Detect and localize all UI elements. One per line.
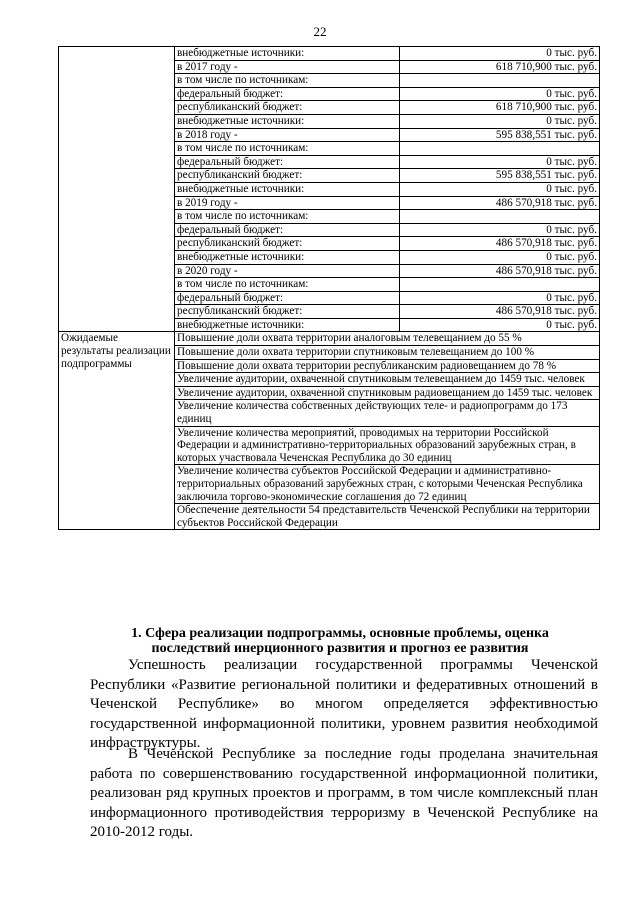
funding-label: федеральный бюджет: (175, 223, 400, 237)
expected-result: Увеличение количества субъектов Российской Федерации и административно-территориальных образований зарубежных стран, с которыми Чеченская Республика заключила торгово-экономические соглашения до 72 единиц (175, 465, 600, 504)
funding-label: внебюджетные источники: (175, 318, 400, 332)
funding-table (58, 46, 600, 530)
expected-result: Увеличение количества мероприятий, проводимых на территории Российской Федерации и административно-территориальных образований зарубежных стран, в которых участвовала Чеченская Республика до 30 единиц (175, 426, 600, 465)
funding-label: федеральный бюджет: (175, 291, 400, 305)
expected-result: Обеспечение деятельности 54 представительств Чеченской Республики на территории субъектов Российской Федерации (175, 504, 600, 530)
funding-label: внебюджетные источники: (175, 114, 400, 128)
funding-amount: 0 тыс. руб. (400, 47, 600, 61)
page-number: 22 (313, 24, 327, 39)
funding-amount: 0 тыс. руб. (400, 87, 600, 101)
funding-amount: 618 710,900 тыс. руб. (400, 60, 600, 74)
funding-label: в том числе по источникам: (175, 278, 400, 292)
funding-amount: 486 570,918 тыс. руб. (400, 264, 600, 278)
left-empty-cell (59, 47, 175, 332)
funding-amount: 486 570,918 тыс. руб. (400, 196, 600, 210)
section-heading: 1. Сфера реализации подпрограммы, основные проблемы, оценка последствий инерционного развития и прогноз ее развития (131, 626, 549, 656)
funding-label: республиканский бюджет: (175, 101, 400, 115)
expected-result: Увеличение аудитории, охваченной спутниковым радиовещанием до 1459 тыс. человек (175, 386, 600, 400)
funding-amount (400, 74, 600, 88)
result-row (59, 332, 600, 346)
funding-amount (400, 210, 600, 224)
funding-amount: 0 тыс. руб. (400, 291, 600, 305)
funding-label: республиканский бюджет: (175, 237, 400, 251)
funding-amount: 486 570,918 тыс. руб. (400, 305, 600, 319)
funding-amount: 0 тыс. руб. (400, 155, 600, 169)
funding-label: республиканский бюджет: (175, 305, 400, 319)
expected-result: Повышение доли охвата территории спутниковым телевещанием до 100 % (175, 346, 600, 360)
expected-result: Повышение доли охвата территории республиканским радиовещанием до 78 % (175, 359, 600, 373)
funding-label: федеральный бюджет: (175, 87, 400, 101)
funding-label: в том числе по источникам: (175, 142, 400, 156)
funding-amount: 0 тыс. руб. (400, 318, 600, 332)
expected-result: Увеличение аудитории, охваченной спутниковым телевещанием до 1459 тыс. человек (175, 373, 600, 387)
paragraph-2: В Чеченской Республике за последние годы проделана значительная работа по совершенствованию государственной информационной политики, реализован ряд крупных проектов и программ, в том числе комплексный план информационного противодействия терроризму в Чеченской Республике на 2010-2012 годы. (90, 746, 598, 840)
funding-label: в 2017 году - (175, 60, 400, 74)
funding-row (59, 47, 600, 61)
funding-label: федеральный бюджет: (175, 155, 400, 169)
funding-label: в том числе по источникам: (175, 210, 400, 224)
paragraph-1: Успешность реализации государственной программы Чеченской Республики «Развитие региональной политики и федеративных отношений в Чеченской Республике» во многом определяется эффективностью государственной информационной политики, уровнем развития необходимой инфраструктуры. (90, 657, 598, 751)
funding-amount: 486 570,918 тыс. руб. (400, 237, 600, 251)
expected-result: Повышение доли охвата территории аналоговым телевещанием до 55 % (175, 332, 600, 346)
funding-amount: 0 тыс. руб. (400, 182, 600, 196)
funding-amount: 595 838,551 тыс. руб. (400, 169, 600, 183)
funding-label: внебюджетные источники: (175, 182, 400, 196)
funding-amount: 618 710,900 тыс. руб. (400, 101, 600, 115)
funding-amount (400, 142, 600, 156)
expected-result: Увеличение количества собственных действующих теле- и радиопрограмм до 173 единиц (175, 400, 600, 426)
funding-amount: 595 838,551 тыс. руб. (400, 128, 600, 142)
funding-label: в 2019 году - (175, 196, 400, 210)
funding-amount: 0 тыс. руб. (400, 250, 600, 264)
funding-label: республиканский бюджет: (175, 169, 400, 183)
results-label: Ожидаемые результаты реализации подпрограммы (59, 332, 175, 530)
funding-label: в 2018 году - (175, 128, 400, 142)
funding-label: в том числе по источникам: (175, 74, 400, 88)
funding-amount: 0 тыс. руб. (400, 223, 600, 237)
funding-label: внебюджетные источники: (175, 250, 400, 264)
funding-amount: 0 тыс. руб. (400, 114, 600, 128)
funding-label: внебюджетные источники: (175, 47, 400, 61)
funding-amount (400, 278, 600, 292)
funding-label: в 2020 году - (175, 264, 400, 278)
